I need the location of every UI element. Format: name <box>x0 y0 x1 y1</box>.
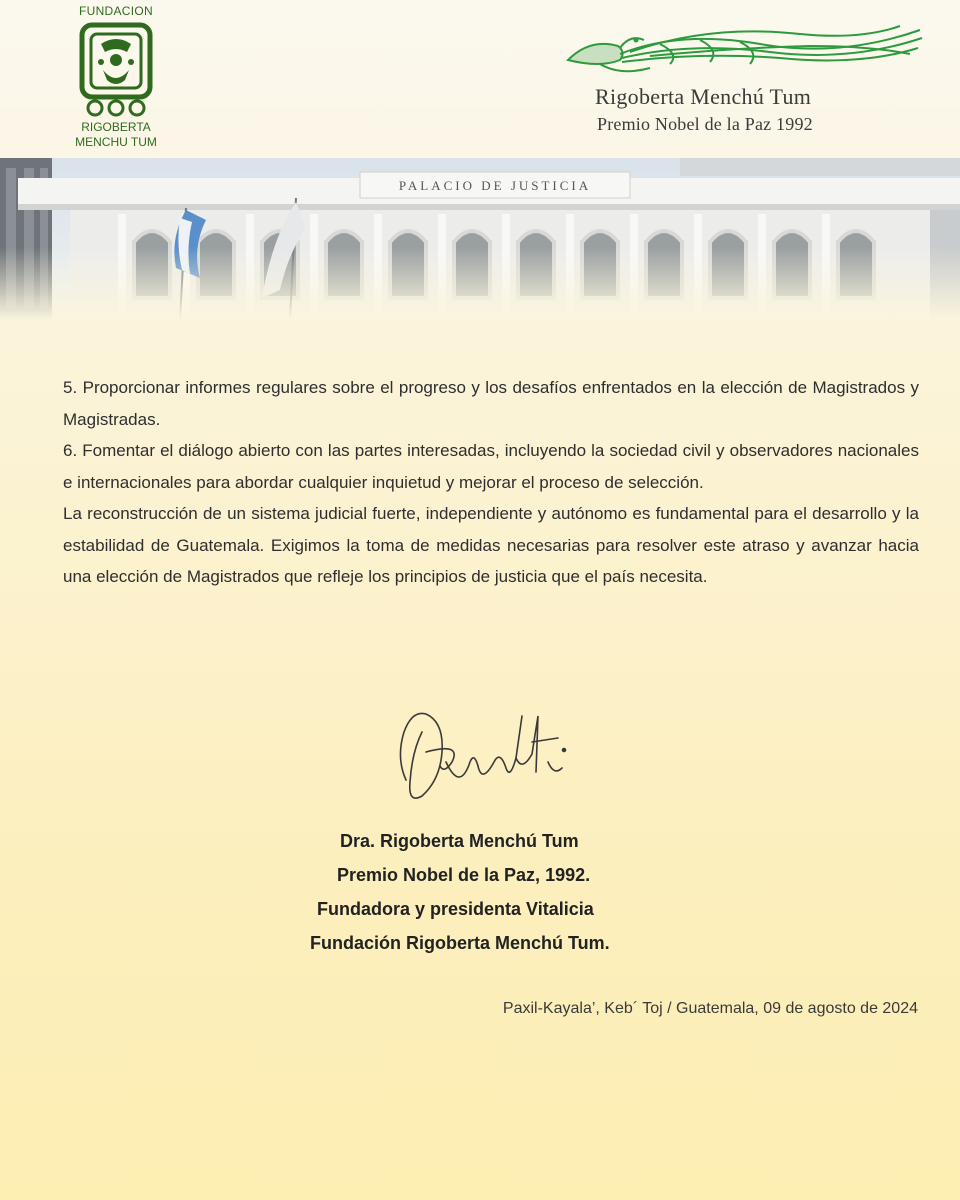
logo-bottom-line2: MENCHU TUM <box>75 135 157 149</box>
paragraph-item-5: 5. Proporcionar informes regulares sobre el progreso y los desafíos enfrentados en la elección de Magistrados y Magistradas. <box>63 378 919 429</box>
palacio-de-justicia-banner <box>0 158 960 320</box>
paragraph-conclusion: La reconstrucción de un sistema judicial fuerte, independiente y autónomo es fundamental para el desarrollo y la estabilidad de Guatemala. Exigimos la toma de medidas necesarias para resolver este atraso y avanzar hacia una elección de Magistrados que refleje los principios de justicia que el país necesita. <box>63 504 919 586</box>
signer-name: Dra. Rigoberta Menchú Tum <box>340 831 579 851</box>
right-subtitle: Premio Nobel de la Paz 1992 <box>597 114 813 134</box>
paragraph-item-6: 6. Fomentar el diálogo abierto con las partes interesadas, incluyendo la sociedad civil y observadores nacionales e internacionales para abordar cualquier inquietud y mejorar el proceso de selección. <box>63 441 919 492</box>
mayan-glyph-icon <box>79 22 153 118</box>
signer-organization: Fundación Rigoberta Menchú Tum. <box>310 933 610 953</box>
letter-body <box>63 372 919 593</box>
quetzal-bird-logo <box>560 24 930 80</box>
signature-block <box>300 824 680 960</box>
right-title: Rigoberta Menchú Tum <box>595 84 812 109</box>
place-date: Paxil-Kayala’, Keb´ Toj / Guatemala, 09 de agosto de 2024 <box>502 1000 918 1017</box>
signer-award: Premio Nobel de la Paz, 1992. <box>337 865 591 885</box>
letterhead <box>0 0 960 158</box>
fundacion-logo <box>60 4 172 150</box>
logo-top-text: FUNDACION <box>78 4 154 18</box>
handwritten-signature <box>382 692 572 822</box>
signer-role: Fundadora y presidenta Vitalicia <box>317 899 594 919</box>
logo-bottom-line1: RIGOBERTA <box>81 120 151 134</box>
